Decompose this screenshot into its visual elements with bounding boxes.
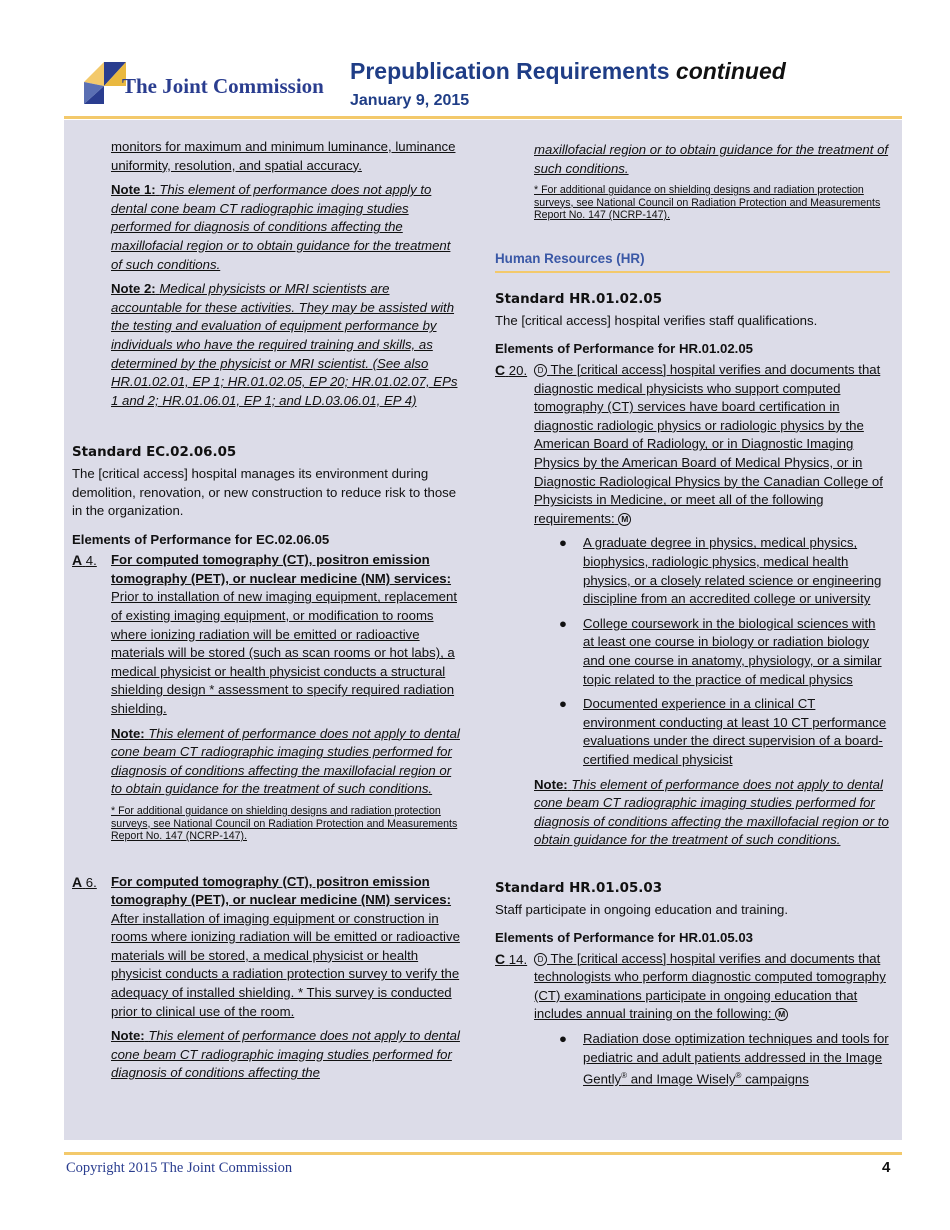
- ep-item-4: A 4. For computed tomography (CT), positron emission tomography (PET), or nuclear medicine (NM) services: Prior to installation of new imaging equipment, replacement of existing imaging equipment, or modification to rooms where ionizing radiation will be emitted or radioactive materials will be stored (such as scan rooms or hot labs), a medical physicist or health physicist conducts a structural shielding design * assessment to specify required radiation shielding. Note: This element of performance does not apply to dental cone beam CT radiographic imaging studies performed for diagnosis of conditions affecting the maxillofacial region or to obtain guidance for the treatment of such conditions. * For additional guidance on shielding designs and radiation protection surveys, see National Council on Radiation Protection and Measurements Report No. 147 (NCRP-147).: [72, 551, 464, 842]
- ep-note: Note: This element of performance does not apply to dental cone beam CT radiographic imaging studies performed for diagnosis of conditions affecting the maxillofacial region or to obtain guidance for the treatment of such conditions.: [534, 776, 889, 848]
- ep-note: Note: This element of performance does not apply to dental cone beam CT radiographic imaging studies performed for diagnosis of conditions affecting the maxillofacial region or to obtain guidance for the treatment of such conditions.: [111, 725, 460, 797]
- note-2: Note 2: Medical physicists or MRI scientists are accountable for these activities. They may be assisted with the testing and evaluation of equipment performance by individuals who have the required training and skills, as determined by the physicist or MRI scientist. (See also HR.01.02.01, EP 1; HR.01.02.05, EP 20; HR.01.02.07, EPs 1 and 2; HR.01.06.01, EP 1; and LD.03.06.01, EP 4): [111, 281, 458, 408]
- right-column: [495, 141, 890, 1095]
- page-title: Prepublication Requirements continued: [350, 58, 786, 84]
- left-column: [72, 138, 464, 1089]
- ep-note: Note: This element of performance does not apply to dental cone beam CT radiographic imaging studies performed for diagnosis of conditions affecting the: [111, 1028, 460, 1081]
- page-header: [0, 0, 950, 118]
- requirements-list: [534, 534, 890, 769]
- standard-ec-text: The [critical access] hospital manages its environment during demolition, renovation, or new construction to reduce risk to those in the organization.: [72, 465, 457, 519]
- ep-heading-hr-010503: Elements of Performance for HR.01.05.03: [495, 930, 753, 946]
- page-number: 4: [882, 1159, 891, 1176]
- ep-number: C 20.: [495, 362, 528, 379]
- footnote: * For additional guidance on shielding designs and radiation protection surveys, see National Council on Radiation Protection and Measurements Report No. 147 (NCRP-147).: [534, 184, 881, 222]
- page-date: January 9, 2015: [350, 92, 470, 109]
- logo-mark-icon: [82, 60, 126, 106]
- documentation-d-icon: D: [534, 364, 547, 377]
- ep-item-14: C 14. D The [critical access] hospital verifies and documents that technologists who perform diagnostic computed tomography (CT) examinations participate in ongoing education that includes annual training on the following: M ● Radiation dose optimization techniques and tools for pediatric and adult patients addressed in the Image Gently® and Image Wisely® campaigns: [495, 950, 890, 1090]
- header-divider: [64, 116, 902, 119]
- ep-number: C 14.: [495, 950, 528, 967]
- training-list: [534, 1030, 890, 1089]
- title-suffix: continued: [675, 58, 786, 84]
- measure-m-icon: M: [618, 513, 631, 526]
- list-item: ● Radiation dose optimization techniques and tools for pediatric and adult patients addressed in the Image Gently® and Image Wisely® campaigns: [559, 1031, 889, 1087]
- continued-note: maxillofacial region or to obtain guidance for the treatment of such conditions.: [534, 142, 889, 176]
- standard-hr-010503-title: Standard HR.01.05.03: [495, 880, 663, 896]
- list-item: ● College coursework in the biological sciences with at least one course in biology or radiation biology and one course in anatomy, physiology, or a similar topic related to the practice of medical physics: [559, 615, 882, 687]
- standard-hr-010205-text: The [critical access] hospital verifies staff qualifications.: [495, 312, 818, 328]
- ep-item-6: A 6. For computed tomography (CT), positron emission tomography (PET), or nuclear medicine (NM) services: After installation of imaging equipment or construction in rooms where ionizing radiation will be emitted or radioactive materials will be stored, a medical physicist or health physicist conducts a radiation protection survey to verify the adequacy of installed shielding. * This survey is conducted prior to clinical use of the room. Note: This element of performance does not apply to dental cone beam CT radiographic imaging studies performed for diagnosis of conditions affecting the: [72, 873, 464, 1084]
- logo-text: The Joint Commission: [122, 74, 324, 98]
- ep-heading-hr-010205: Elements of Performance for HR.01.02.05: [495, 341, 753, 357]
- measure-m-icon: M: [775, 1008, 788, 1021]
- list-item: ● Documented experience in a clinical CT environment conducting at least 10 CT performance evaluations under the direct supervision of a board-certified medical physicist: [559, 696, 887, 767]
- ep-item-20: C 20. D The [critical access] hospital verifies and documents that diagnostic medical physicists who support computed tomography (CT) services have board certification in diagnostic radiologic physics or radiologic physics by the American Board of Radiology, or in Diagnostic Imaging Physics by the American Board of Medical Physics, or in Diagnostic Radiological Physics by the Canadian College of Physicists in Medicine, or meet all of the following requirements: M ● A graduate degree in physics, medical physics, biophysics, radiologic physics, medical health physics, or a closely related science or engineering discipline from an accredited college or university ● College coursework in the biological sciences with at least one course in biology or radiation biology and one course in anatomy, physiology, or a similar topic related to the practice of medical physics ● Documented experience in a clinical CT environment conducting at least 10 CT performance evaluations under the direct supervision of a board-certified medical physicist Note: This element of performance does not apply to dental cone beam CT radiographic imaging studies performed for diagnosis of conditions affecting the maxillofacial region or to obtain guidance for the treatment of such conditions.: [495, 361, 890, 850]
- joint-commission-logo: [82, 60, 332, 106]
- documentation-d-icon: D: [534, 953, 547, 966]
- copyright: Copyright 2015 The Joint Commission: [66, 1160, 293, 1176]
- note-1: Note 1: This element of performance does not apply to dental cone beam CT radiographic imaging studies performed for diagnosis of conditions affecting the maxillofacial region or to obtain guidance for the treatment of such conditions.: [111, 182, 451, 272]
- standard-ec-title: Standard EC.02.06.05: [72, 445, 237, 461]
- footnote: * For additional guidance on shielding designs and radiation protection surveys, see National Council on Radiation Protection and Measurements Report No. 147 (NCRP-147).: [111, 805, 458, 842]
- list-item: ● A graduate degree in physics, medical physics, biophysics, radiologic physics, medical health physics, or a closely related science or engineering discipline from an accredited college or university: [559, 535, 882, 607]
- standard-hr-010503-text: Staff participate in ongoing education and training.: [495, 901, 789, 917]
- standard-hr-010205-title: Standard HR.01.02.05: [495, 292, 663, 308]
- footer-divider: [64, 1152, 902, 1155]
- ep-number: A 6.: [72, 873, 97, 890]
- ep-number: A 4.: [72, 552, 97, 569]
- ep-heading-ec: Elements of Performance for EC.02.06.05: [72, 531, 330, 547]
- section-heading-hr: Human Resources (HR): [495, 250, 890, 274]
- intro-text: monitors for maximum and minimum luminance, luminance uniformity, resolution, and spatial accuracy.: [111, 139, 456, 173]
